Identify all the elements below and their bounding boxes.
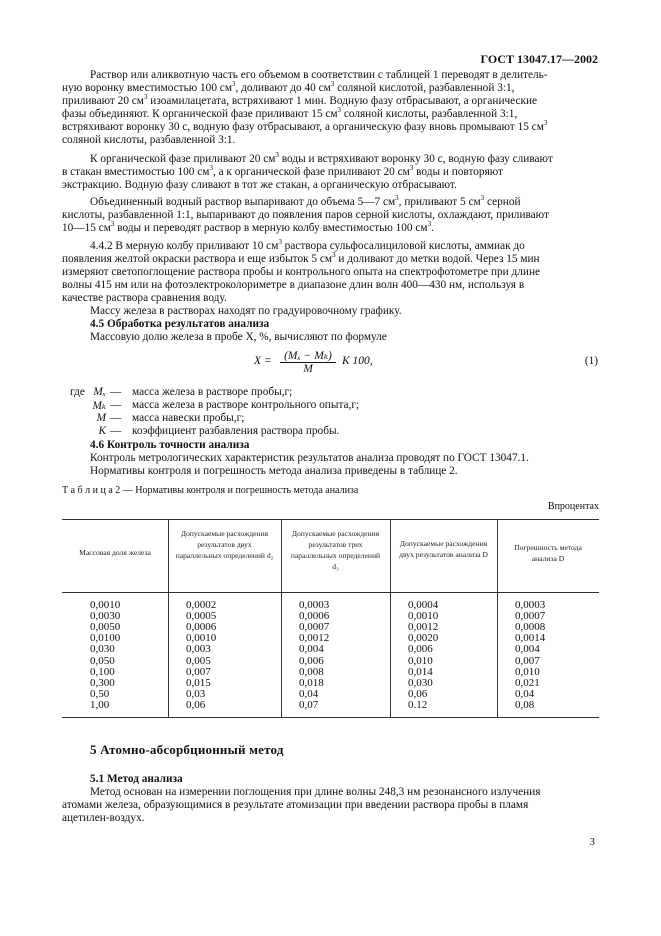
table-cell: 0,0010	[408, 610, 439, 623]
definitions-where: где	[70, 386, 85, 398]
table-cell: 0,0008	[515, 621, 546, 634]
paragraph-line: Нормативы контроля и погрешность метода анализа приведены в таблице 2.	[90, 465, 458, 477]
table-top-rule	[62, 519, 599, 520]
section-heading-4-6: 4.6 Контроль точности анализа	[90, 439, 250, 451]
table-cell: 0,003	[186, 643, 211, 656]
paragraph-line: Массу железа в растворах находят по градуировочному графику.	[90, 305, 402, 317]
table-cell: 0,0010	[186, 632, 217, 645]
table-cell: 0,0014	[515, 632, 546, 645]
table-cell: 0,010	[408, 654, 433, 667]
formula-denominator: M	[303, 363, 313, 375]
definition-term: M	[96, 412, 106, 424]
paragraph-line: измеряют светопоглощение раствора пробы и контрольного опыта на спектрофотометре при длине	[62, 266, 541, 278]
table-cell: 0,010	[515, 665, 540, 678]
table-cell: 0,06	[186, 698, 206, 711]
table-header-cell: Массовая доля железа	[79, 548, 151, 557]
paragraph-line: 4.4.2 В мерную колбу приливают 10 $см^3$ раствора сульфосалициловой кислоты, аммиак до	[90, 238, 525, 252]
paragraph-line: приливают 20 $см^3$ изоамилацетата, встряхивают 1 мин. Водную фазу отбрасывают, а органические	[62, 93, 538, 107]
definition-dash: —	[110, 399, 122, 411]
table-cell: 0.12	[408, 698, 428, 711]
paragraph-line: кислоты, разбавленной 1:1, выпаривают до появления паров серной кислоты, охлаждают, приливают	[62, 209, 549, 221]
formula-rhs: K 100,	[342, 355, 373, 367]
table-cell: 0,0020	[408, 632, 439, 645]
page-number: 3	[589, 836, 595, 848]
table-cell: 0,021	[515, 676, 540, 689]
table-cell: 0,0006	[299, 610, 330, 623]
table-cell: 0,008	[299, 665, 324, 678]
table-cell: 0,030	[408, 676, 433, 689]
table-cell: 0,018	[299, 676, 324, 689]
table-cell: 0,0006	[186, 621, 217, 634]
definition-term: Mₓ	[93, 386, 106, 398]
table-cell: 0,014	[408, 665, 433, 678]
table-cell: 0,004	[515, 643, 540, 656]
table-cell: 0,0007	[299, 621, 330, 634]
section-heading-4-5: 4.5 Обработка результатов анализа	[90, 318, 270, 330]
definition-dash: —	[110, 425, 122, 437]
table-cell: 0,0003	[299, 599, 330, 611]
paragraph-line: экстракцию. Водную фазу сливают в тот же стакан, а органическую отбрасывают.	[62, 179, 457, 191]
table-cell: 0,300	[90, 676, 115, 689]
paragraph-line: 10—15 $см^3$ воды и переводят раствор в мерную колбу вместимостью 100 $см^3$.	[62, 220, 434, 234]
table-cell: 0,0012	[408, 621, 439, 634]
table-units: Впроцентах	[547, 501, 599, 512]
definition-dash: —	[110, 386, 122, 398]
table-cell: 0,0007	[515, 610, 546, 623]
table-cell: 0,03	[186, 687, 206, 700]
table-cell: 0,06	[408, 687, 428, 700]
paragraph-line: встряхивают воронку 30 с, водную фазу отбрасывают, а органическую фазу вновь промывают 15 $см^3$	[62, 119, 548, 133]
table-cell: 0,0010	[90, 599, 121, 611]
table-header-cell: Допускаемые расхождения результатов двух параллельных определений d₂	[175, 529, 274, 560]
table-cell: 0,0003	[515, 599, 546, 611]
definition-term: K	[98, 425, 106, 437]
definition-dash: —	[110, 412, 122, 424]
table-cell: 0,0004	[408, 599, 439, 611]
table-cell: 0,007	[186, 665, 211, 678]
paragraph-line: Контроль метрологических характеристик результатов анализа проводят по ГОСТ 13047.1.	[90, 452, 529, 464]
section-heading-5-1: 5.1 Метод анализа	[90, 773, 183, 785]
paragraph-line: Раствор или аликвотную часть его объемом в соответствии с таблицей 1 переводят в делитель-	[90, 69, 548, 81]
paragraph-line: качестве раствора сравнения воду.	[62, 292, 227, 304]
document-header-id: ГОСТ 13047.17—2002	[480, 52, 598, 66]
table-cell: 0,006	[299, 654, 324, 667]
paragraph-line: Метод основан на измерении поглощения при длине волны 248,3 нм резонансного излучения	[90, 786, 541, 798]
table-cell: 0,0030	[90, 610, 121, 623]
paragraph-line: появления желтой окраски раствора и еще избыток 5 $см^3$ и доливают до метки водой. Через 15 мин	[62, 251, 540, 265]
table-header-cell: Допускаемые расхождения двух результатов анализа D	[399, 539, 488, 559]
table-cell: 0,007	[515, 654, 540, 667]
table-cell: 0,0005	[186, 610, 217, 623]
table-cell: 0,005	[186, 654, 211, 667]
paragraph-line: волны 415 нм или на фотоэлектроколориметре в диапазоне длин волн 400—430 нм, используя в	[62, 279, 525, 291]
formula-lhs: X =	[254, 355, 272, 367]
paragraph-line: атомами железа, образующимися в результате атомизации при введении раствора пробы в пламя	[62, 799, 529, 811]
paragraph-line: в стакан вместимостью 100 $см^3$, а к органической фазе приливают 20 $см^3$ воды и повторяют	[62, 164, 503, 178]
table-cell: 0,030	[90, 643, 115, 656]
paragraph-line: соляной кислоты, разбавленной 3:1.	[62, 134, 236, 146]
table-cell: 0,0100	[90, 632, 121, 645]
section-heading-5: 5 Атомно-абсорбционный метод	[90, 742, 284, 757]
table-cell: 0,0012	[299, 632, 330, 645]
definition-text: коэффициент разбавления раствора пробы.	[132, 425, 340, 437]
definition-text: масса навески пробы,г;	[132, 412, 245, 424]
table-bottom-rule	[62, 717, 599, 718]
paragraph-line: ацетилен-воздух.	[62, 812, 145, 824]
table-caption: Т а б л и ц а 2 — Нормативы контроля и погрешность метода анализа	[62, 485, 359, 496]
table-cell: 0,04	[515, 687, 535, 700]
table-cell: 0,004	[299, 643, 324, 656]
table-cell: 0,0050	[90, 621, 121, 634]
table-cell: 0,07	[299, 698, 319, 711]
formula-numerator: (Mₓ − Mₖ)	[284, 350, 332, 362]
paragraph-line: Объединенный водный раствор выпаривают до объема 5—7 $см^3$, приливают 5 $см^3$ серной	[90, 194, 521, 208]
table-cell: 0,006	[408, 643, 433, 656]
formula-1	[254, 348, 460, 378]
table-cell: 0,0002	[186, 599, 217, 611]
paragraph-line: Массовую долю железа в пробе X, %, вычисляют по формуле	[90, 331, 387, 343]
table-cell: 0,04	[299, 687, 319, 700]
table-cell: 0,08	[515, 698, 535, 711]
formula-number: (1)	[584, 355, 598, 367]
table-cell: 0,50	[90, 687, 110, 700]
table-cell: 1,00	[90, 698, 110, 711]
definition-text: масса железа в растворе контрольного опыта,г;	[132, 399, 360, 411]
table-cell: 0,015	[186, 676, 211, 689]
table-cell: 0,100	[90, 665, 115, 678]
table-header-cell: Допускаемые расхождения результатов трех параллельных определений d₃	[290, 529, 381, 571]
definition-term: Mₖ	[92, 400, 106, 412]
paragraph-line: ную воронку вместимостью 100 $см^3$, доливают до 40 $см^3$ соляной кислотой, разбавленной 3:1,	[62, 80, 515, 94]
table-header-cell: Погрешность метода анализа D	[514, 543, 582, 563]
paragraph-line: К органической фазе приливают 20 $см^3$ воды и встряхивают воронку 30 с, водную фазу сливают	[90, 151, 553, 165]
paragraph-line: фазы объединяют. К органической фазе приливают 15 $см^3$ соляной кислоты, разбавленной 3:1,	[62, 106, 518, 120]
definition-text: масса железа в растворе пробы,г;	[132, 386, 293, 398]
table-cell: 0,050	[90, 654, 115, 667]
table-header-rule	[62, 592, 599, 593]
